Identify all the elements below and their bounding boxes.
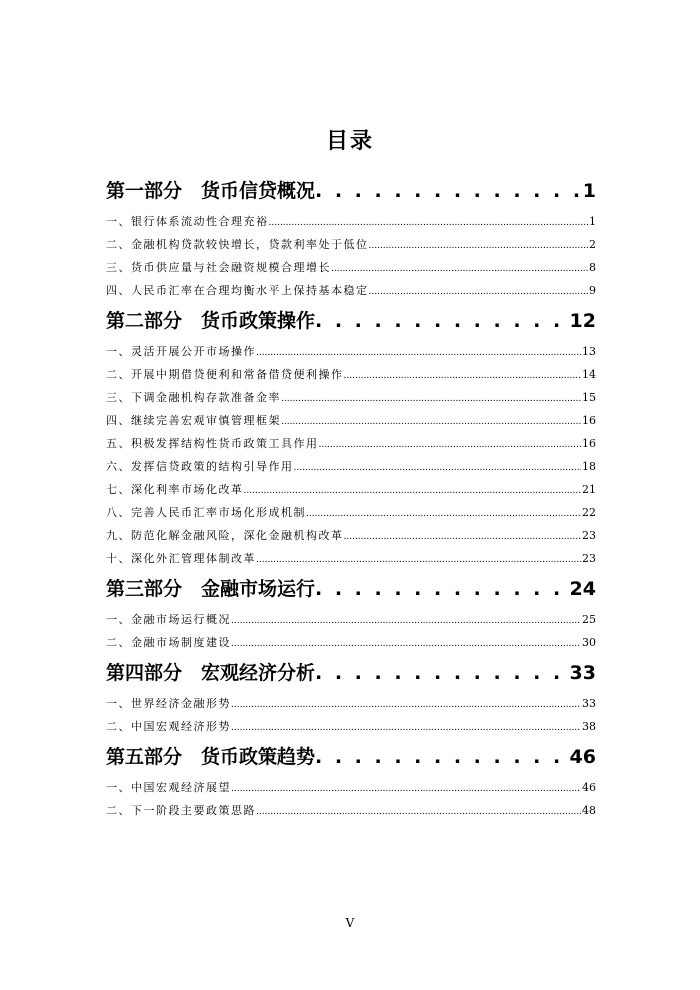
toc-title: 目录 — [325, 129, 374, 154]
dot-leader — [269, 212, 589, 235]
toc-section-page: 46 — [582, 781, 596, 794]
toc-section-title: 十、深化外汇管理体制改革 — [106, 552, 256, 565]
toc-section-page: 22 — [582, 506, 596, 519]
toc-section-page: 16 — [582, 437, 596, 450]
dot-leader — [315, 656, 568, 690]
toc-section-page: 21 — [582, 483, 596, 496]
toc-section-title: 二、开展中期借贷便利和常备借贷便利操作 — [106, 368, 344, 381]
dot-leader — [369, 281, 589, 304]
toc-section-title: 一、灵活开展公开市场操作 — [106, 345, 256, 358]
toc-section-page: 13 — [582, 345, 596, 358]
toc-section-page: 8 — [589, 261, 596, 274]
toc-part-page: 1 — [582, 180, 596, 202]
toc-section-title: 三、货币供应量与社会融资规模合理增长 — [106, 261, 331, 274]
toc-section-entry[interactable] — [106, 363, 596, 386]
toc-part-title: 第二部分 货币政策操作 — [106, 310, 316, 332]
toc-section-title: 六、发挥信贷政策的结构引导作用 — [106, 460, 294, 473]
toc-part-entry[interactable] — [106, 304, 596, 338]
toc-section-entry[interactable] — [106, 692, 596, 715]
toc-section-entry[interactable] — [106, 631, 596, 654]
dot-leader — [256, 342, 581, 365]
toc-section-title: 二、金融市场制度建设 — [106, 636, 231, 649]
toc-part-title: 第五部分 货币政策趋势 — [106, 746, 316, 768]
dot-leader — [256, 801, 581, 824]
toc-section-page: 33 — [582, 697, 596, 710]
dot-leader — [319, 434, 582, 457]
toc-section-entry[interactable] — [106, 409, 596, 432]
toc-section-page: 14 — [582, 368, 596, 381]
toc-section-entry[interactable] — [106, 455, 596, 478]
toc-section-title: 七、深化利率市场化改革 — [106, 483, 244, 496]
toc-section-title: 一、金融市场运行概况 — [106, 613, 231, 626]
toc-part-page: 33 — [569, 662, 596, 684]
toc-section-entry[interactable] — [106, 233, 596, 256]
toc-section-title: 一、中国宏观经济展望 — [106, 781, 231, 794]
dot-leader — [369, 235, 589, 258]
dot-leader — [344, 365, 582, 388]
toc-section-entry[interactable] — [106, 210, 596, 233]
toc-part-title: 第一部分 货币信贷概况 — [106, 180, 316, 202]
toc-section-entry[interactable] — [106, 432, 596, 455]
toc-part-page: 12 — [569, 310, 596, 332]
toc-section-page: 48 — [582, 804, 596, 817]
dot-leader — [281, 388, 581, 411]
page-number: V — [345, 916, 355, 930]
toc-section-page: 15 — [582, 391, 596, 404]
dot-leader — [315, 174, 581, 208]
toc-section-page: 1 — [589, 215, 596, 228]
toc-section-page: 30 — [582, 636, 596, 649]
toc-section-entry[interactable] — [106, 547, 596, 570]
dot-leader — [256, 549, 581, 572]
toc-section-page: 23 — [582, 552, 596, 565]
toc-part-entry[interactable] — [106, 740, 596, 774]
toc-section-title: 八、完善人民币汇率市场化形成机制 — [106, 506, 306, 519]
dot-leader — [231, 610, 581, 633]
toc-section-page: 18 — [582, 460, 596, 473]
dot-leader — [231, 778, 581, 801]
toc-part-entry[interactable] — [106, 572, 596, 606]
toc-section-page: 25 — [582, 613, 596, 626]
toc-section-title: 四、继续完善宏观审慎管理框架 — [106, 414, 281, 427]
toc-section-title: 一、银行体系流动性合理充裕 — [106, 215, 269, 228]
dot-leader — [231, 717, 581, 740]
dot-leader — [244, 480, 582, 503]
toc-section-title: 四、人民币汇率在合理均衡水平上保持基本稳定 — [106, 284, 369, 297]
toc-section-page: 16 — [582, 414, 596, 427]
toc-part-title: 第四部分 宏观经济分析 — [106, 662, 316, 684]
toc-section-entry[interactable] — [106, 340, 596, 363]
toc-part-entry[interactable] — [106, 656, 596, 690]
dot-leader — [281, 411, 581, 434]
toc-part-page: 46 — [569, 746, 596, 768]
toc-section-page: 38 — [582, 720, 596, 733]
dot-leader — [344, 526, 582, 549]
toc-section-entry[interactable] — [106, 256, 596, 279]
dot-leader — [306, 503, 581, 526]
toc-section-entry[interactable] — [106, 524, 596, 547]
toc-section-title: 二、中国宏观经济形势 — [106, 720, 231, 733]
toc-section-title: 二、下一阶段主要政策思路 — [106, 804, 256, 817]
toc-section-title: 二、金融机构贷款较快增长，贷款利率处于低位 — [106, 238, 369, 251]
toc-section-title: 五、积极发挥结构性货币政策工具作用 — [106, 437, 319, 450]
toc-section-entry[interactable] — [106, 478, 596, 501]
dot-leader — [231, 694, 581, 717]
toc-section-entry[interactable] — [106, 715, 596, 738]
dot-leader — [331, 258, 588, 281]
toc-section-page: 23 — [582, 529, 596, 542]
toc-section-entry[interactable] — [106, 776, 596, 799]
toc-section-title: 九、防范化解金融风险，深化金融机构改革 — [106, 529, 344, 542]
toc-section-entry[interactable] — [106, 799, 596, 822]
toc-part-title: 第三部分 金融市场运行 — [106, 578, 316, 600]
dot-leader — [294, 457, 582, 480]
dot-leader — [315, 740, 568, 774]
dot-leader — [315, 572, 568, 606]
dot-leader — [231, 633, 581, 656]
toc-section-entry[interactable] — [106, 608, 596, 631]
toc-part-page: 24 — [569, 578, 596, 600]
toc-section-entry[interactable] — [106, 386, 596, 409]
toc-section-title: 一、世界经济金融形势 — [106, 697, 231, 710]
toc-section-title: 三、下调金融机构存款准备金率 — [106, 391, 281, 404]
toc-part-entry[interactable] — [106, 174, 596, 208]
toc-section-entry[interactable] — [106, 279, 596, 302]
table-of-contents — [106, 172, 596, 822]
dot-leader — [315, 304, 568, 338]
toc-section-entry[interactable] — [106, 501, 596, 524]
toc-section-page: 9 — [589, 284, 596, 297]
toc-section-page: 2 — [589, 238, 596, 251]
